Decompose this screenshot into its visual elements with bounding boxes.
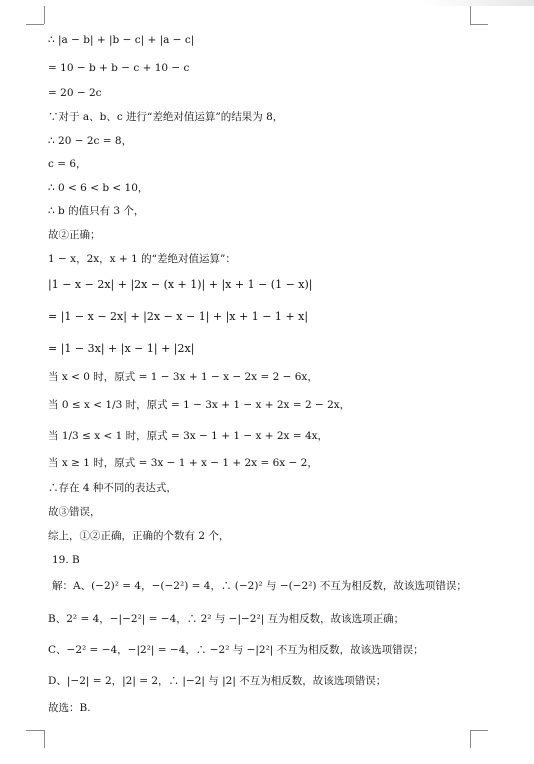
text-line: 当 0 ≤ x < 1/3 时，原式 = 1 − 3x + 1 − x + 2x = 2 − 2x， — [48, 399, 351, 411]
text-line: c = 6， — [48, 158, 87, 170]
text-line: C、−2² = −4，−|2²| = −4，∴ −2² 与 −|2²| 不互为相反数，故该选项错误； — [48, 644, 424, 656]
text-line: 当 1/3 ≤ x < 1 时，原式 = 3x − 1 + 1 − x + 2x = 4x， — [48, 430, 329, 442]
text-line: D、|−2| = 2，|2| = 2，∴ |−2| 与 |2| 不互为相反数，故该选项错误； — [48, 675, 387, 687]
text-line: = 10 − b + b − c + 10 − c — [48, 62, 190, 74]
text-line: ∴ |a − b| + |b − c| + |a − c| — [48, 34, 195, 46]
text-line: B、2² = 4，−|−2²| = −4，∴ 2² 与 −|−2²| 互为相反数，故该选项正确； — [48, 613, 405, 625]
text-line: 1 − x，2x，x + 1 的“差绝对值运算”： — [48, 253, 236, 265]
text-line: 综上，①②正确，正确的个数有 2 个， — [48, 530, 230, 542]
text-line: = |1 − x − 2x| + |2x − x − 1| + |x + 1 − 1 + x| — [48, 310, 309, 323]
top-edge-shadow — [424, 0, 534, 6]
text-line: 故②正确； — [48, 229, 101, 241]
text-line: ∵对于 a、b、c 进行“差绝对值运算”的结果为 8， — [48, 111, 284, 123]
text-line: = 20 − 2c — [48, 87, 102, 99]
text-line: 故③错误， — [48, 506, 101, 518]
text-line: = |1 − 3x| + |x − 1| + |2x| — [48, 342, 195, 355]
text-line: |1 − x − 2x| + |2x − (x + 1)| + |x + 1 − (1 − x)| — [48, 278, 313, 291]
text-line: 当 x ≥ 1 时，原式 = 3x − 1 + x − 1 + 2x = 6x − 2， — [48, 457, 318, 469]
question-number: 19. B — [52, 554, 80, 566]
text-line: ∴ b 的值只有 3 个， — [48, 205, 145, 217]
text-line: ∴ 20 − 2c = 8， — [48, 135, 133, 147]
text-line: ∴ 0 < 6 < b < 10， — [48, 182, 149, 194]
text-line: 当 x < 0 时，原式 = 1 − 3x + 1 − x − 2x = 2 − 6x， — [48, 371, 318, 383]
text-line: ∴存在 4 种不同的表达式， — [48, 482, 177, 494]
text-line: 解：A、(−2)² = 4，−(−2²) = 4，∴ (−2)² 与 −(−2²) 不互为相反数，故该选项错误； — [52, 580, 467, 592]
text-line: 故选：B. — [48, 702, 91, 714]
